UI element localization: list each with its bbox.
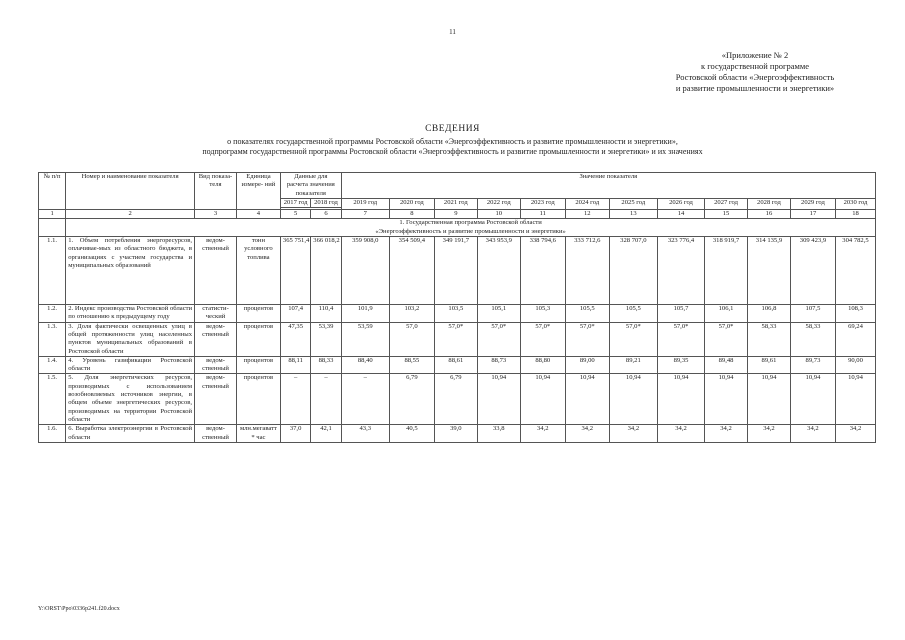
row-value: 366 018,2	[311, 237, 341, 305]
row-value: 10,94	[790, 374, 835, 425]
appendix-line: к государственной программе	[700, 61, 810, 71]
row-value: 110,4	[311, 305, 341, 323]
header-year: 2027 год	[705, 198, 748, 209]
row-value: 88,40	[341, 356, 389, 374]
row-unit: тонн условного топлива	[236, 237, 280, 305]
row-type: ведом-ственный	[195, 374, 237, 425]
column-number: 16	[748, 210, 791, 219]
row-value: 354 509,4	[389, 237, 434, 305]
row-value: 89,00	[565, 356, 609, 374]
row-number: 1.3.	[39, 322, 66, 356]
row-value: –	[341, 374, 389, 425]
row-unit: процентов	[236, 322, 280, 356]
column-number: 2	[66, 210, 195, 219]
header-year: 2028 год	[748, 198, 791, 209]
row-value: 57,0*	[434, 322, 477, 356]
header-year: 2029 год	[790, 198, 835, 209]
column-number: 4	[236, 210, 280, 219]
row-value: 88,61	[434, 356, 477, 374]
column-number: 12	[565, 210, 609, 219]
column-number: 8	[389, 210, 434, 219]
column-number: 17	[790, 210, 835, 219]
column-number: 7	[341, 210, 389, 219]
row-value: 89,35	[657, 356, 704, 374]
row-name: 4. Уровень газификации Ростовской области	[66, 356, 195, 374]
row-unit: процентов	[236, 305, 280, 323]
row-value: 105,3	[520, 305, 565, 323]
page-number: 11	[449, 28, 456, 36]
header-data-calc: Данные для расчета значения показателя	[280, 173, 341, 199]
header-num: № п/п	[39, 173, 66, 210]
header-year: 2017 год	[280, 198, 310, 207]
header-values: Значение показателя	[341, 173, 875, 199]
row-value: 10,94	[835, 374, 875, 425]
header-type: Вид показа- теля	[195, 173, 237, 210]
column-number: 1	[39, 210, 66, 219]
header-year: 2026 год	[657, 198, 704, 209]
column-number: 3	[195, 210, 237, 219]
table-row	[39, 356, 876, 374]
document-title: СВЕДЕНИЯ	[425, 124, 480, 134]
header-year: 2021 год	[434, 198, 477, 209]
row-name: 2. Индекс производства Ростовской области по отношению к предыдущему году	[66, 305, 195, 323]
column-number: 18	[835, 210, 875, 219]
row-value: 10,94	[705, 374, 748, 425]
table-row	[39, 374, 876, 425]
column-number: 10	[477, 210, 520, 219]
row-unit: процентов	[236, 374, 280, 425]
section-line: «Энергоэффективность и развитие промышленности и энергетики»	[375, 227, 566, 235]
row-value: 39,0	[434, 425, 477, 443]
header-year: 2023 год	[520, 198, 565, 209]
row-number: 1.6.	[39, 425, 66, 443]
row-type: ведом-ственный	[195, 237, 237, 305]
row-type: ведом-ственный	[195, 322, 237, 356]
row-type: статисти-ческий	[195, 305, 237, 323]
row-value: 103,2	[389, 305, 434, 323]
row-value: 323 776,4	[657, 237, 704, 305]
column-number: 14	[657, 210, 704, 219]
row-value: 359 908,0	[341, 237, 389, 305]
column-number: 5	[280, 210, 310, 219]
row-type: ведом-ственный	[195, 425, 237, 443]
row-value: 34,2	[790, 425, 835, 443]
document-subtitle	[60, 137, 845, 157]
table-row	[39, 425, 876, 443]
header-year: 2019 год	[341, 198, 389, 209]
row-name: 1. Объем потребления энергоресурсов, оплачивае-мых из областного бюджета, в организациях с участием государства и муниципальных образований	[66, 237, 195, 305]
row-value: 34,2	[520, 425, 565, 443]
appendix-line: «Приложение № 2	[721, 50, 789, 60]
column-number: 9	[434, 210, 477, 219]
row-value: 365 751,4	[280, 237, 310, 305]
row-value: 106,8	[748, 305, 791, 323]
row-value: 57,0*	[565, 322, 609, 356]
header-unit: Единица измере- ний	[236, 173, 280, 210]
indicators-table	[38, 172, 876, 443]
row-value: 89,73	[790, 356, 835, 374]
row-value: 37,0	[280, 425, 310, 443]
row-value: 333 712,6	[565, 237, 609, 305]
header-year: 2024 год	[565, 198, 609, 209]
appendix-block	[650, 50, 860, 94]
row-value: 106,1	[705, 305, 748, 323]
row-value: 47,35	[280, 322, 310, 356]
row-name: 5. Доля энергетических ресурсов, производимых с использованием возобновляемых источников энергии, в общем объеме энергетических ресурсов, производимых на территории Ростовской области	[66, 374, 195, 425]
row-value: 349 191,7	[434, 237, 477, 305]
row-number: 1.5.	[39, 374, 66, 425]
row-value: 88,55	[389, 356, 434, 374]
row-value: 304 782,5	[835, 237, 875, 305]
row-number: 1.1.	[39, 237, 66, 305]
row-value: 101,9	[341, 305, 389, 323]
row-value: 57,0*	[520, 322, 565, 356]
row-value: 40,5	[389, 425, 434, 443]
row-value: 88,11	[280, 356, 310, 374]
row-value: 57,0*	[657, 322, 704, 356]
row-value: 90,00	[835, 356, 875, 374]
row-value: 108,3	[835, 305, 875, 323]
row-value: 314 135,9	[748, 237, 791, 305]
row-value: 43,3	[341, 425, 389, 443]
column-number: 11	[520, 210, 565, 219]
section-heading	[66, 219, 876, 237]
row-value: 309 423,9	[790, 237, 835, 305]
section-line: 1. Государственная программа Ростовской области	[399, 219, 542, 227]
row-value: 57,0*	[609, 322, 657, 356]
header-year: 2030 год	[835, 198, 875, 209]
row-value: 34,2	[705, 425, 748, 443]
row-unit: процентов	[236, 356, 280, 374]
row-value: 57,0	[389, 322, 434, 356]
header-year: 2018 год	[311, 198, 341, 207]
row-value: 338 794,6	[520, 237, 565, 305]
row-value: 105,5	[565, 305, 609, 323]
row-value: 88,33	[311, 356, 341, 374]
row-value: –	[280, 374, 310, 425]
row-value: 34,2	[748, 425, 791, 443]
header-row	[39, 173, 876, 199]
row-value: 89,48	[705, 356, 748, 374]
row-unit: млн.мегаватт * час	[236, 425, 280, 443]
row-value: 6,79	[389, 374, 434, 425]
row-value: 53,59	[341, 322, 389, 356]
header-name: Номер и наименование показателя	[66, 173, 195, 210]
row-value: 103,5	[434, 305, 477, 323]
row-value: 105,7	[657, 305, 704, 323]
row-value: 105,1	[477, 305, 520, 323]
row-value: 34,2	[609, 425, 657, 443]
row-value: 34,2	[657, 425, 704, 443]
row-value: 318 919,7	[705, 237, 748, 305]
appendix-line: и развитие промышленности и энергетики»	[675, 83, 835, 93]
row-value: 89,61	[748, 356, 791, 374]
table-row	[39, 237, 876, 305]
header-year: 2020 год	[389, 198, 434, 209]
row-value: 57,0*	[705, 322, 748, 356]
column-number-row	[39, 210, 876, 219]
row-type: ведом-ственный	[195, 356, 237, 374]
row-number: 1.4.	[39, 356, 66, 374]
row-value: 69,24	[835, 322, 875, 356]
row-value: 107,5	[790, 305, 835, 323]
row-value: 10,94	[520, 374, 565, 425]
row-value: 42,1	[311, 425, 341, 443]
appendix-line: Ростовской области «Энергоэффективность	[675, 72, 835, 82]
row-value: 53,39	[311, 322, 341, 356]
row-value: 89,21	[609, 356, 657, 374]
row-name: 3. Доля фактически освещенных улиц в общей протяженности улиц населенных пунктов муниципальных образований в Ростовской области	[66, 322, 195, 356]
row-value: 88,80	[520, 356, 565, 374]
table-row	[39, 305, 876, 323]
row-value: 10,94	[748, 374, 791, 425]
column-number: 13	[609, 210, 657, 219]
section-spacer	[39, 219, 66, 237]
row-name: 6. Выработка электроэнергии в Ростовской области	[66, 425, 195, 443]
header-year: 2022 год	[477, 198, 520, 209]
row-value: 58,33	[748, 322, 791, 356]
column-number: 6	[311, 210, 341, 219]
row-value: 34,2	[835, 425, 875, 443]
row-value: 328 707,0	[609, 237, 657, 305]
row-value: 343 953,9	[477, 237, 520, 305]
subtitle-line: подпрограмм государственной программы Ростовской области «Энергоэффективность и развитие промышленности и энергетики» и их значениях	[202, 147, 703, 156]
row-value: 107,4	[280, 305, 310, 323]
row-value: 10,94	[477, 374, 520, 425]
section-row	[39, 219, 876, 237]
row-value: 10,94	[565, 374, 609, 425]
row-value: 58,33	[790, 322, 835, 356]
row-value: 105,5	[609, 305, 657, 323]
table-row	[39, 322, 876, 356]
row-value: 33,8	[477, 425, 520, 443]
row-value: –	[311, 374, 341, 425]
row-value: 57,0*	[477, 322, 520, 356]
row-value: 34,2	[565, 425, 609, 443]
row-value: 10,94	[657, 374, 704, 425]
row-number: 1.2.	[39, 305, 66, 323]
column-number: 15	[705, 210, 748, 219]
subtitle-line: о показателях государственной программы Ростовской области «Энергоэффективность и развитие промышленности и энергетики»,	[227, 137, 678, 146]
row-value: 88,73	[477, 356, 520, 374]
row-value: 10,94	[609, 374, 657, 425]
row-value: 6,79	[434, 374, 477, 425]
file-path-footer: Y:\ORST\Ppo\0336p241.f20.docx	[38, 606, 120, 612]
header-year: 2025 год	[609, 198, 657, 209]
